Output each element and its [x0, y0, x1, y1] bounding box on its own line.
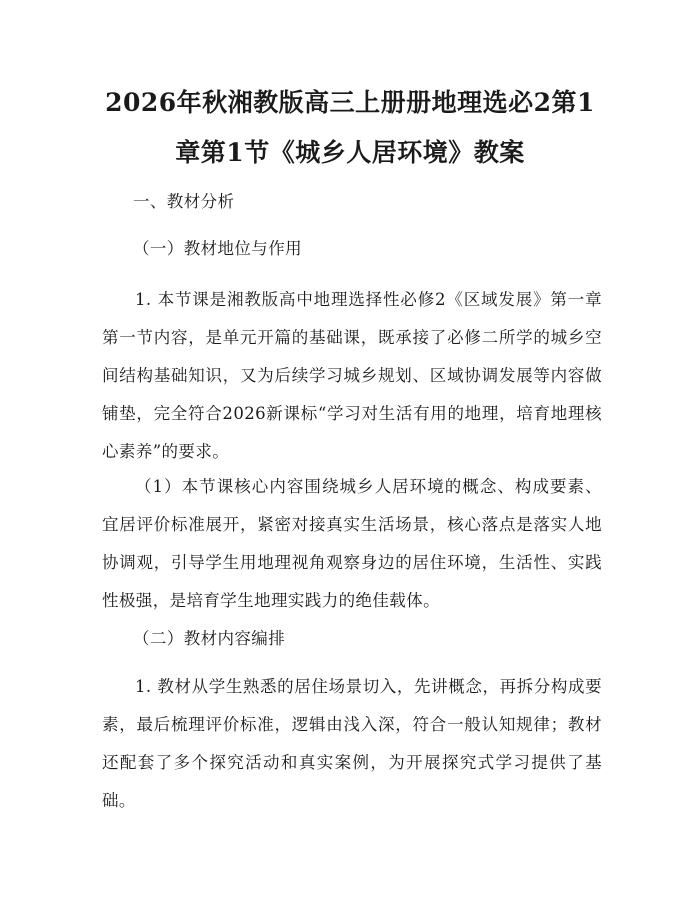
section-heading-textbook-analysis: 一、教材分析 — [133, 192, 235, 211]
paragraph-content-arrangement: 1. 教材从学生熟悉的居住场景切入，先讲概念，再拆分构成要素，最后梳理评价标准，逻辑由浅入深，符合一般认知规律；教材还配套了多个探究活动和真实案例，为开展探究式学习提供了基础。 — [102, 677, 602, 810]
paragraph-course-position: 1. 本节课是湘教版高中地理选择性必修2《区域发展》第一章第一节内容，是单元开篇的基础课，既承接了必修二所学的城乡空间结构基础知识，又为后续学习城乡规划、区域协调发展等内容做铺垫，完全符合2026新课标“学习对生活有用的地理，培育地理核心素养”的要求。 — [102, 290, 602, 461]
subsection-heading-content-arrangement: （二）教材内容编排 — [133, 629, 286, 648]
title-line-1: 2026年秋湘教版高三上册册地理选必2第1 — [105, 88, 595, 117]
document-title — [90, 78, 610, 178]
paragraph-core-content: （1）本节课核心内容围绕城乡人居环境的概念、构成要素、宜居评价标准展开，紧密对接真实生活场景，核心落点是落实人地协调观，引导学生用地理视角观察身边的居住环境，生活性、实践性极强，是培育学生地理实践力的绝佳载体。 — [102, 477, 602, 610]
title-line-2: 章第1节《城乡人居环境》教案 — [175, 138, 525, 167]
subsection-heading-status-role: （一）教材地位与作用 — [133, 239, 302, 258]
